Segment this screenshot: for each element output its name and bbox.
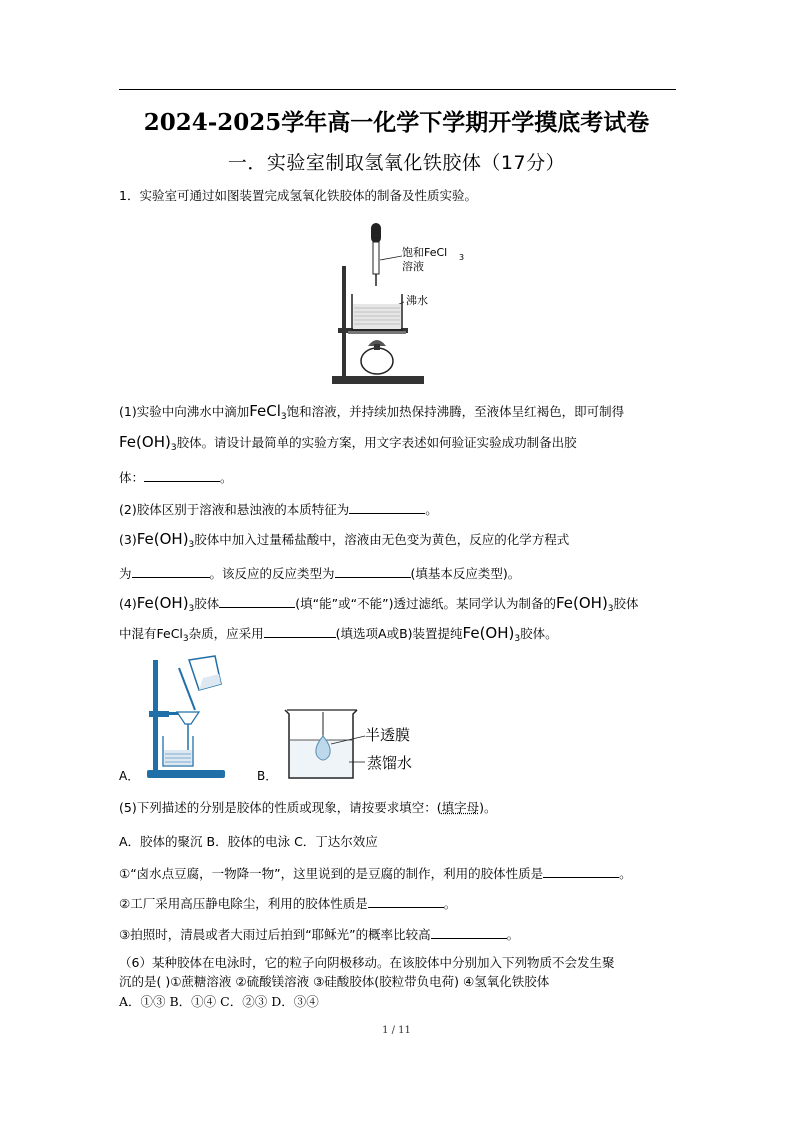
- apparatus-b-label: B．: [257, 769, 278, 783]
- q3-line2: [119, 564, 520, 582]
- answer-blank-6[interactable]: [264, 625, 336, 638]
- q4-text-f: 杂质，应采用: [188, 626, 264, 641]
- answer-blank-4[interactable]: [335, 565, 411, 578]
- s1-text: ①“卤水点豆腐，一物降一物”，这里说到的是豆腐的制作，利用的胶体性质是: [119, 866, 544, 881]
- feoh3-formula: Fe(OH): [462, 624, 515, 642]
- q1-line1: [119, 402, 624, 422]
- answer-blank-9[interactable]: [431, 926, 507, 939]
- feoh3-sub: 3: [188, 540, 195, 550]
- s3-end: 。: [506, 927, 520, 942]
- q3-text-b: 胶体中加入过量稀盐酸中，溶液由无色变为黄色，反应的化学方程式: [194, 532, 570, 547]
- fecl3-sub: 3: [280, 412, 287, 422]
- q4-text-h: 胶体。: [520, 626, 558, 641]
- q2-line: [119, 500, 438, 518]
- feoh3-sub: 3: [514, 634, 521, 644]
- answer-blank-1[interactable]: [144, 469, 220, 482]
- q4-text-a: (4): [119, 596, 137, 611]
- feoh3-sub: 3: [170, 443, 177, 453]
- q1-text-e: 。: [220, 470, 233, 485]
- reagent-label-line2: 溶液: [402, 260, 424, 273]
- q5-item-2: [119, 894, 456, 912]
- distilled-water-label: 蒸馏水: [367, 754, 413, 772]
- page-title: 2024-2025学年高一化学下学期开学摸底考试卷: [143, 109, 650, 136]
- answer-blank-7[interactable]: [543, 865, 619, 878]
- q5-text-a: (5)下列描述的分别是胶体的性质或现象，请按要求填空：(: [119, 800, 442, 815]
- q1-text-b: 饱和溶液，并持续加热保持沸腾，至液体呈红褐色，即可制得: [286, 404, 625, 419]
- q3-text-c: 为: [119, 566, 132, 581]
- filtration-apparatus-figure: [119, 654, 229, 784]
- q6-options: A．①③ B．①④ C．②③ D．③④: [119, 994, 319, 1009]
- q4-line1: [119, 594, 639, 614]
- fecl3-formula: FeCl: [249, 402, 281, 420]
- fecl3-sub: 3: [182, 634, 189, 644]
- membrane-label: 半透膜: [365, 726, 411, 744]
- s1-end: 。: [619, 866, 632, 881]
- q1-line2: [119, 433, 577, 453]
- q2-text-a: (2)胶体区别于溶液和悬浊液的本质特征为: [119, 502, 350, 517]
- q3-text-a: (3): [119, 532, 137, 547]
- q4-text-g: (填选项A或B)装置提纯: [335, 626, 463, 641]
- q5-line: [119, 798, 497, 816]
- page-number: 1 / 11: [382, 1025, 411, 1036]
- water-label: 沸水: [406, 294, 428, 307]
- answer-blank-8[interactable]: [368, 895, 444, 908]
- header-rule: [119, 89, 676, 90]
- section-heading: 一．实验室制取氢氧化铁胶体（17分）: [227, 152, 566, 174]
- feoh3-sub: 3: [188, 604, 195, 614]
- q1-text-d: 体：: [119, 470, 145, 485]
- q5-text-b: )。: [479, 800, 497, 815]
- feoh3-formula: Fe(OH): [555, 594, 608, 612]
- s2-end: 。: [443, 896, 457, 911]
- q4-text-d: 胶体: [613, 596, 639, 611]
- answer-blank-3[interactable]: [132, 565, 210, 578]
- q2-text-b: 。: [425, 502, 438, 517]
- q4-text-b: 胶体: [194, 596, 220, 611]
- q4-line2: [119, 624, 558, 644]
- answer-blank-2[interactable]: [349, 501, 425, 514]
- q5-options: A．胶体的聚沉 B．胶体的电泳 C．丁达尔效应: [119, 834, 378, 849]
- q6-line1: （6）某种胶体在电泳时，它的粒子向阴极移动。在该胶体中分别加入下列物质不会发生聚: [119, 955, 615, 970]
- feoh3-sub: 3: [607, 604, 614, 614]
- q4-text-e: 中混有FeCl: [119, 626, 183, 641]
- q3-text-d: 。该反应的反应类型为: [209, 566, 335, 581]
- q3-line1: [119, 530, 569, 550]
- feoh3-formula: Fe(OH): [136, 530, 189, 548]
- reagent-label: 饱和FeCl: [402, 246, 448, 259]
- answer-blank-5[interactable]: [219, 595, 295, 608]
- q1-text-a: (1)实验中向沸水中滴加: [119, 404, 250, 419]
- q5-item-1: [119, 864, 632, 882]
- q3-text-e: (填基本反应类型)。: [410, 566, 521, 581]
- q6-line2: 沉的是( )①蔗糖溶液 ②硫酸镁溶液 ③硅酸胶体(胶粒带负电荷) ④氢氧化铁胶体: [119, 974, 550, 989]
- q5-item-3: [119, 925, 519, 943]
- s3-text: ③拍照时，清晨或者大雨过后拍到“耶稣光”的概率比较高: [119, 927, 431, 942]
- q5-dotted: 填字母: [441, 800, 480, 815]
- reagent-label-sub: 3: [459, 253, 465, 262]
- apparatus-a-label: A．: [119, 769, 140, 783]
- question-intro: 1．实验室可通过如图装置完成氢氧化铁胶体的制备及性质实验。: [119, 188, 477, 203]
- dialysis-apparatus-figure: [257, 700, 437, 784]
- heating-apparatus-figure: [328, 218, 474, 390]
- s2-text: ②工厂采用高压静电除尘，利用的胶体性质是: [119, 896, 368, 911]
- feoh3-formula: Fe(OH): [119, 433, 171, 451]
- q4-text-c: (填“能”或“不能”)透过滤纸。某同学认为制备的: [295, 596, 556, 611]
- feoh3-formula: Fe(OH): [136, 594, 189, 612]
- q1-text-c: 胶体。请设计最简单的实验方案，用文字表述如何验证实验成功制备出胶: [176, 435, 577, 450]
- q1-line3: [119, 468, 233, 486]
